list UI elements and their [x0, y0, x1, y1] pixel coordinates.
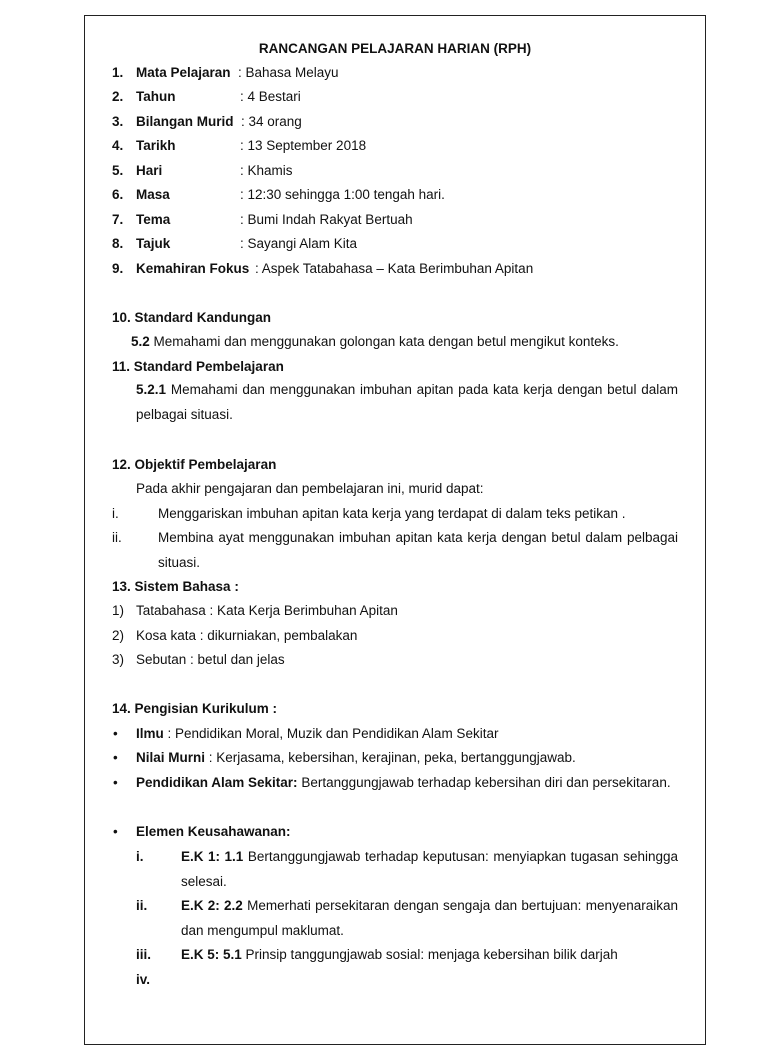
objektif-text: Membina ayat menggunakan imbuhan apitan kata kerja dengan betul dalam pelbagai situasi.: [158, 530, 678, 570]
bullet-icon: •: [113, 750, 118, 765]
standard-text: Memahami dan menggunakan golongan kata dengan betul mengikut konteks.: [153, 334, 619, 349]
standard-code: 5.2: [131, 334, 150, 349]
pengisian-ilmu: [136, 726, 498, 742]
pengisian-pas: [136, 771, 678, 796]
section-heading: 11. Standard Pembelajaran: [112, 359, 284, 374]
elemen-text: Memerhati persekitaran dengan sengaja dan bertujuan: menyenaraikan dan mengumpul maklumat.: [181, 898, 678, 938]
section-heading: 14. Pengisian Kurikulum :: [112, 701, 278, 716]
sistem-num: 1): [112, 603, 125, 618]
pas-text: Bertanggungjawab terhadap kebersihan diri dan persekitaran.: [301, 775, 671, 790]
sistem-num: 2): [112, 628, 125, 643]
nilai-label: Nilai Murni: [136, 750, 206, 765]
pengisian-nilai: [136, 750, 576, 766]
elemen-code: E.K 2: 2.2: [181, 898, 243, 913]
elemen-code: E.K 5: 5.1: [181, 947, 242, 962]
standard-text: Memahami dan menggunakan imbuhan apitan pada kata kerja dengan betul dalam pelbagai situasi.: [136, 382, 678, 422]
info-label: Tahun: [136, 89, 176, 104]
info-value: : Bahasa Melayu: [238, 65, 339, 80]
elemen-item: [181, 894, 678, 943]
info-num: 4.: [112, 138, 124, 153]
sistem-text: Tatabahasa : Kata Kerja Berimbuhan Apitan: [136, 603, 398, 618]
info-label: Bilangan Murid: [136, 114, 234, 129]
info-num: 3.: [112, 114, 124, 129]
info-num: 1.: [112, 65, 124, 80]
info-num: 9.: [112, 261, 124, 276]
info-value: : Sayangi Alam Kita: [240, 236, 358, 251]
info-label: Tarikh: [136, 138, 176, 153]
info-value: : Aspek Tatabahasa – Kata Berimbuhan Apitan: [255, 261, 534, 276]
elemen-num: ii.: [136, 898, 148, 913]
info-value: : 34 orang: [241, 114, 302, 129]
standard-kandungan-line: [131, 334, 619, 350]
elemen-label: Elemen Keusahawanan:: [136, 824, 291, 839]
info-num: 6.: [112, 187, 124, 202]
objektif-num: i.: [112, 506, 119, 521]
section-heading: 12. Objektif Pembelajaran: [112, 457, 277, 472]
standard-pembelajaran-paragraph: [136, 378, 678, 427]
elemen-text: Prinsip tanggungjawab sosial: menjaga kebersihan bilik darjah: [245, 947, 618, 962]
section-heading: 10. Standard Kandungan: [112, 310, 272, 325]
objektif-text: Menggariskan imbuhan apitan kata kerja yang terdapat di dalam teks petikan .: [158, 506, 626, 521]
ilmu-label: Ilmu: [136, 726, 164, 741]
info-num: 5.: [112, 163, 124, 178]
info-num: 8.: [112, 236, 124, 251]
bullet-icon: •: [113, 726, 118, 741]
elemen-item: [181, 947, 618, 963]
bullet-icon: •: [113, 775, 118, 790]
info-label: Masa: [136, 187, 170, 202]
document-title: RANCANGAN PELAJARAN HARIAN (RPH): [258, 41, 532, 56]
info-label: Kemahiran Fokus: [136, 261, 250, 276]
sistem-text: Sebutan : betul dan jelas: [136, 652, 285, 667]
bullet-icon: •: [113, 824, 118, 839]
info-value: : 13 September 2018: [240, 138, 367, 153]
standard-code: 5.2.1: [136, 382, 167, 397]
pas-label: Pendidikan Alam Sekitar:: [136, 775, 298, 790]
sistem-text: Kosa kata : dikurniakan, pembalakan: [136, 628, 358, 643]
info-value: : Bumi Indah Rakyat Bertuah: [240, 212, 413, 227]
info-value: : Khamis: [240, 163, 293, 178]
section-heading: 13. Sistem Bahasa :: [112, 579, 239, 594]
elemen-text: Bertanggungjawab terhadap keputusan: menyiapkan tugasan sehingga selesai.: [181, 849, 678, 889]
info-value: : 12:30 sehingga 1:00 tengah hari.: [240, 187, 445, 202]
info-label: Tajuk: [136, 236, 171, 251]
info-num: 7.: [112, 212, 124, 227]
elemen-num: iv.: [136, 972, 151, 987]
ilmu-text: : Pendidikan Moral, Muzik dan Pendidikan Alam Sekitar: [167, 726, 499, 741]
info-label: Mata Pelajaran: [136, 65, 231, 80]
info-num: 2.: [112, 89, 124, 104]
info-value: : 4 Bestari: [240, 89, 301, 104]
objektif-num: ii.: [112, 530, 122, 545]
sistem-num: 3): [112, 652, 125, 667]
elemen-num: i.: [136, 849, 144, 864]
nilai-text: : Kerjasama, kebersihan, kerajinan, peka, bertanggungjawab.: [208, 750, 576, 765]
objektif-intro: Pada akhir pengajaran dan pembelajaran ini, murid dapat:: [136, 481, 484, 496]
info-label: Tema: [136, 212, 171, 227]
elemen-item: [181, 845, 678, 894]
info-label: Hari: [136, 163, 163, 178]
document-page: [84, 15, 706, 1045]
elemen-code: E.K 1: 1.1: [181, 849, 244, 864]
elemen-num: iii.: [136, 947, 152, 962]
